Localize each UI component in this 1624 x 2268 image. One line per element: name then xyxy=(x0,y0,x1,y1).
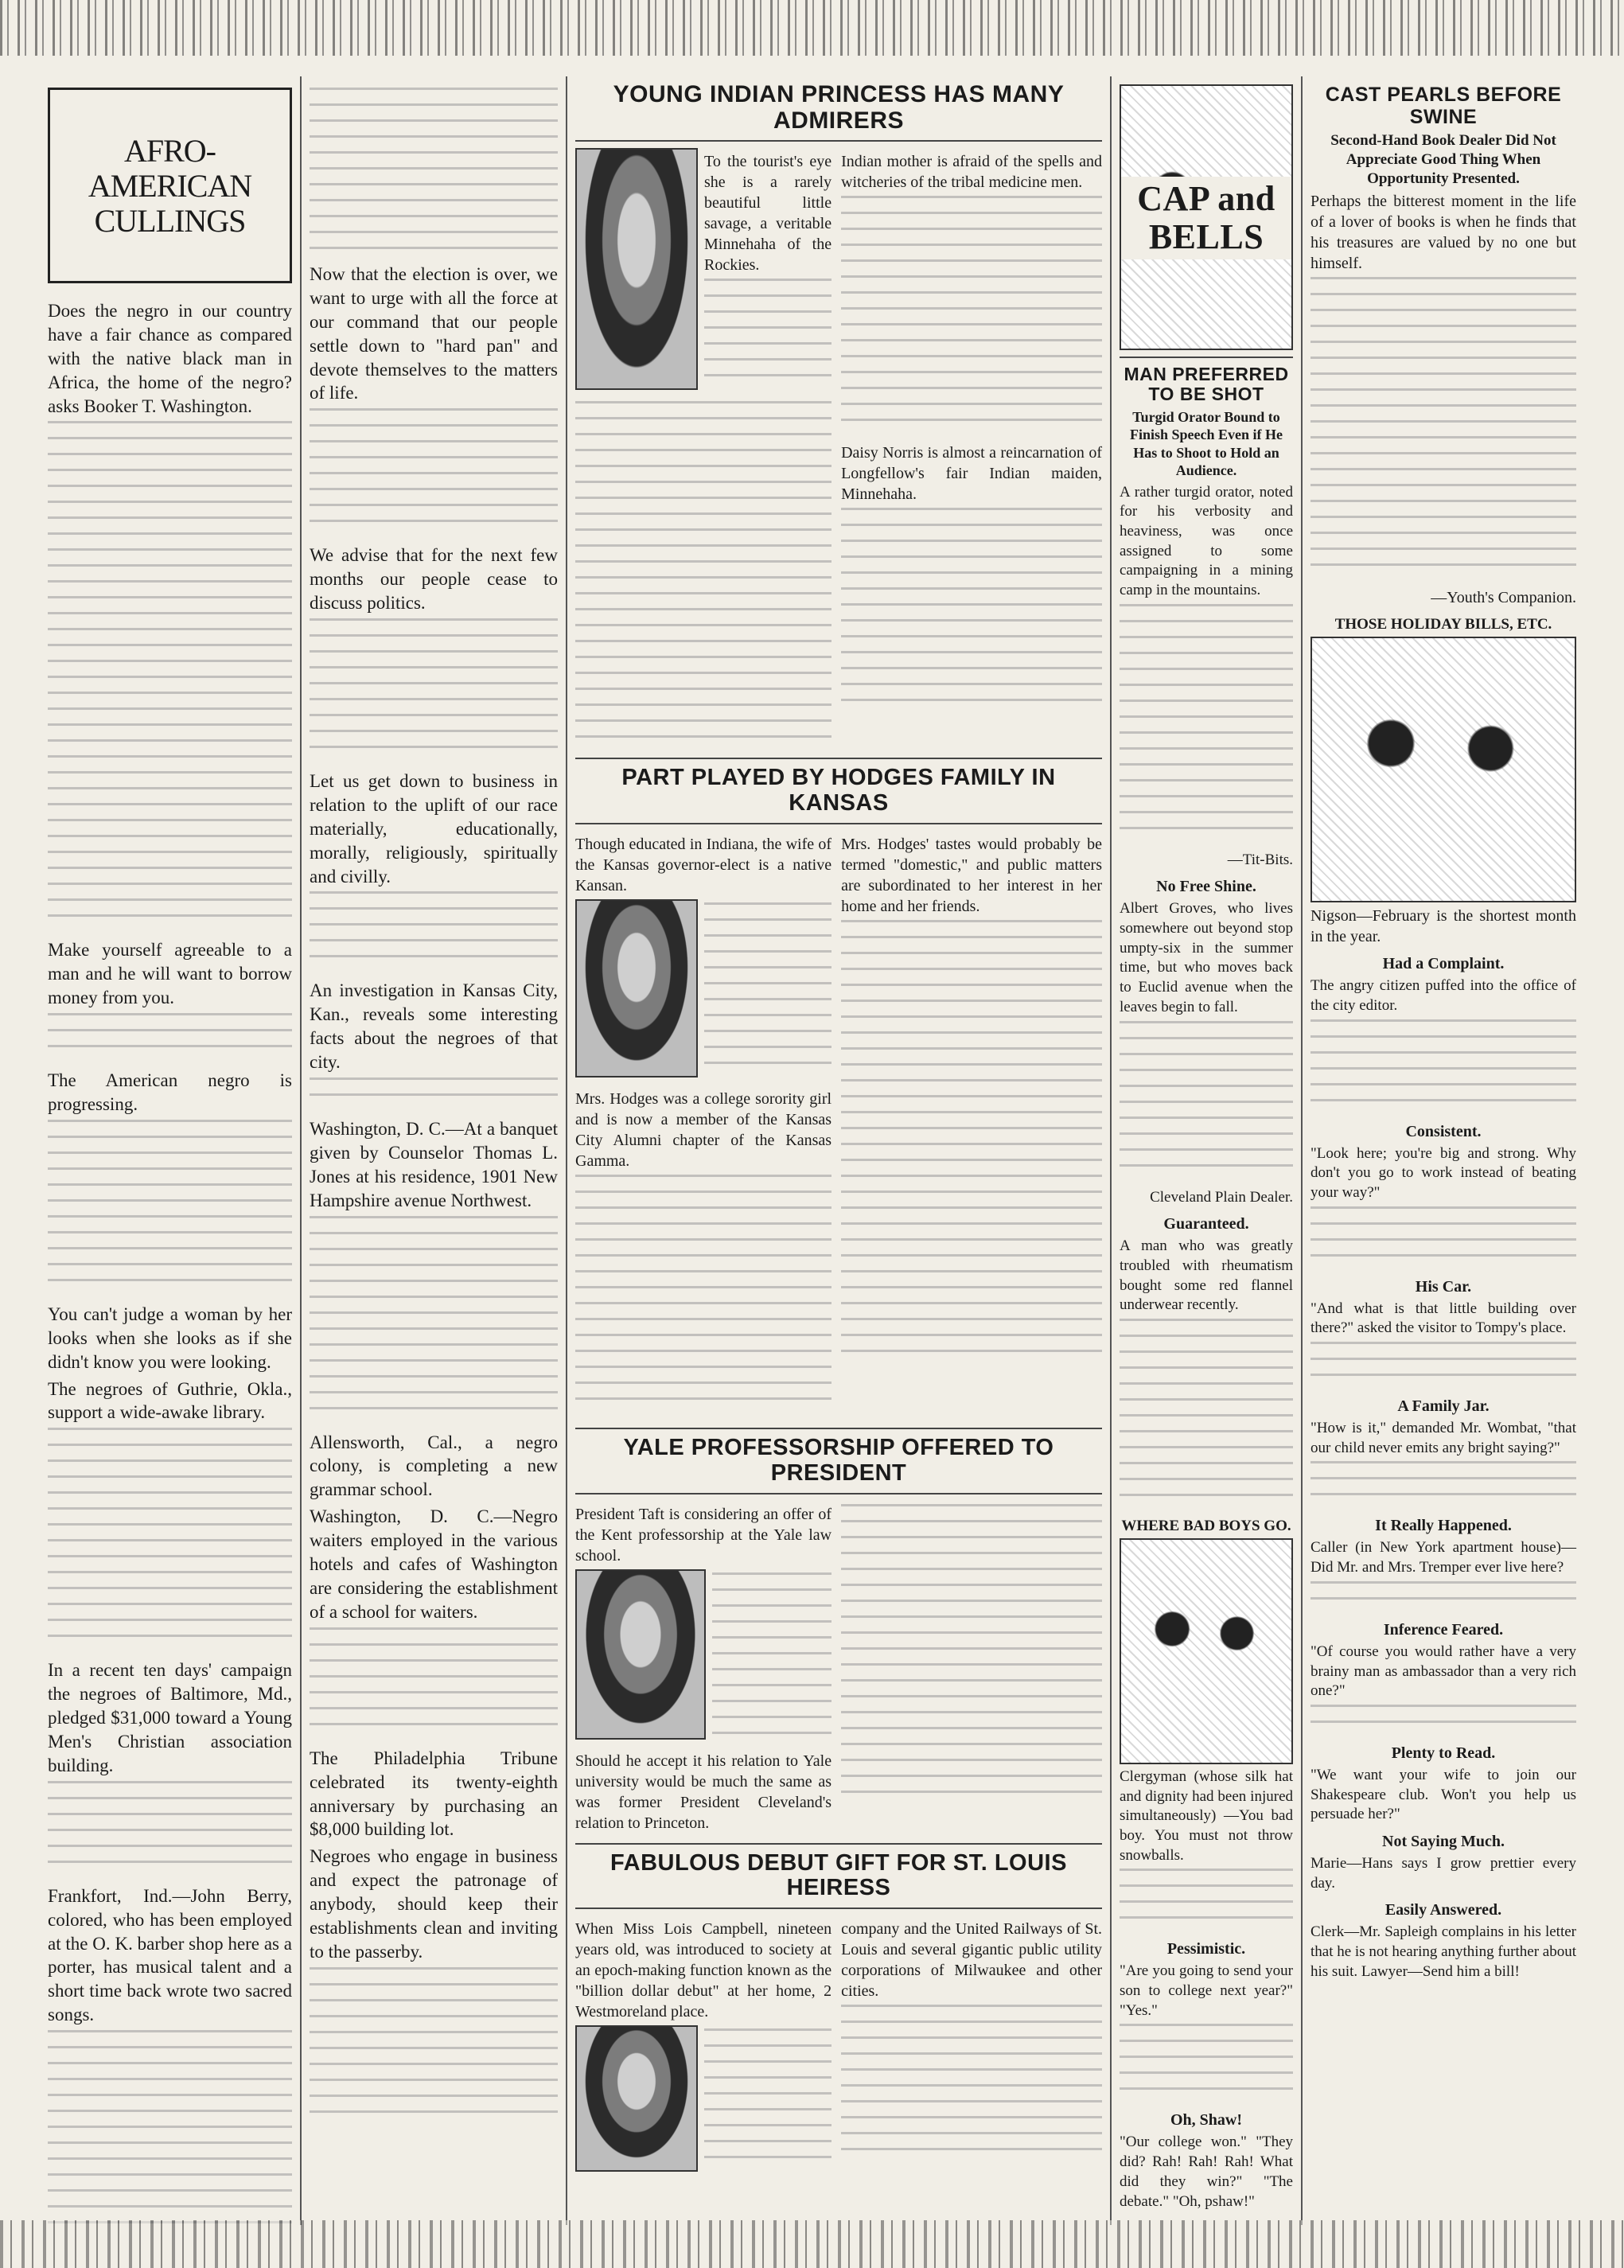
item-snippet: Marie—Hans says I grow prettier every day. xyxy=(1310,1854,1576,1892)
article-body xyxy=(1120,2024,1293,2103)
article-body xyxy=(310,1627,558,1739)
divider xyxy=(575,1843,1102,1845)
item-snippet: "We want your wife to join our Shakespeare club. Won't you help us persuade her?" xyxy=(1310,1766,1576,1823)
article-lead: President Taft is considering an offer of the Kent professorship at the Yale law school. xyxy=(575,1505,832,1565)
cartoon-caption: Nigson—February is the shortest month in the year. xyxy=(1310,907,1576,946)
article-body xyxy=(48,1013,292,1061)
article-body xyxy=(1120,1021,1293,1180)
item-snippet: "Are you going to send your son to college next year?" "Yes." xyxy=(1120,1962,1293,2019)
item-title: No Free Shine. xyxy=(1156,878,1256,896)
article-body xyxy=(704,2028,831,2172)
item-snippet: Caller (in New York apartment house)—Did Mr. and Mrs. Tremper ever live here? xyxy=(1310,1539,1576,1576)
article-lead: Indian mother is afraid of the spells and witcheries of the tribal medicine men. xyxy=(841,153,1102,191)
cartoon-title: WHERE BAD BOYS GO. xyxy=(1121,1517,1291,1534)
story-princess-right xyxy=(841,148,1102,751)
item-title: Had a Complaint. xyxy=(1382,955,1505,973)
article-body xyxy=(1120,1869,1293,1932)
princess-photo xyxy=(575,148,698,390)
article-lead: Allensworth, Cal., a negro colony, is completing a new grammar school. xyxy=(310,1432,558,1500)
cap-and-bells-title: CAP and BELLS xyxy=(1121,177,1291,260)
article-body xyxy=(1120,1319,1293,1510)
article-lead: When Miss Lois Campbell, nineteen years old, was introduced to society at an epoch-making function known as the "billion dollar debut" at her home, 2 Westmoreland place. xyxy=(575,1920,832,2021)
story-yale-right xyxy=(841,1501,1102,1837)
item-title: A Family Jar. xyxy=(1397,1397,1490,1416)
article-body xyxy=(841,196,1102,435)
item-snippet: "How is it," demanded Mr. Wombat, "that our child never emits any bright saying?" xyxy=(1310,1420,1576,1456)
article-lead: Does the negro in our country have a fair chance as compared with the native black man in Africa, the home of the negro? asks Booker T. Washington. xyxy=(48,301,292,416)
article-lead: Negroes who engage in business and expect the patronage of anybody, should keep their establishments clean and inviting to the passerby. xyxy=(310,1846,558,1962)
masthead-box xyxy=(48,88,292,283)
article-lead: Daisy Norris is almost a reincarnation of Longfellow's fair Indian maiden, Minnehaha. xyxy=(841,444,1102,503)
torn-bottom-edge xyxy=(0,2220,1624,2268)
column-5 xyxy=(1112,76,1301,2225)
article-body xyxy=(1310,1705,1576,1736)
article-body xyxy=(310,618,558,762)
item-title: Pessimistic. xyxy=(1166,1940,1246,1958)
holiday-bills-cartoon xyxy=(1310,637,1576,902)
masthead-title: AFRO-AMERICAN CULLINGS xyxy=(88,133,252,239)
item-snippet: "Look here; you're big and strong. Why don't you go to work instead of beating your way?" xyxy=(1310,1144,1576,1201)
campbell-photo xyxy=(575,2025,698,2172)
article-lead: Make yourself agreeable to a man and he will want to borrow money from you. xyxy=(48,940,292,1008)
story-yale xyxy=(575,1501,1102,1837)
debut-photo-row xyxy=(575,2025,831,2180)
article-body xyxy=(1310,1206,1576,1270)
headline-pearls: CAST PEARLS BEFORE SWINE xyxy=(1325,84,1562,128)
story-princess-left xyxy=(575,148,831,751)
article-lead: Let us get down to business in relation to the uplift of our race materially, educationally, morally, religiously, spiritually and civilly. xyxy=(310,771,558,887)
article-lead: We advise that for the next few months our people cease to discuss politics. xyxy=(310,545,558,614)
item-snippet: Albert Groves, who lives somewhere out beyond stop umpty-six in the summer time, but who moves back to Euclid avenue when the leaves begin to fall. xyxy=(1120,900,1293,1015)
article-body xyxy=(1310,1581,1576,1613)
article-body xyxy=(841,508,1102,707)
cartoon-caption: Clergyman (whose silk hat and dignity had been injured simultaneously) —You bad boy. You must not throw snowballs. xyxy=(1120,1767,1293,1864)
article-lead: In a recent ten days' campaign the negroes of Baltimore, Md., pledged $31,000 toward a Young Men's Christian association building. xyxy=(48,1660,292,1775)
item-snippet: The angry citizen puffed into the office of the city editor. xyxy=(1310,977,1576,1014)
article-lead: Mrs. Hodges was a college sorority girl and is now a member of the Kansas City Alumni chapter of the Kansas Gamma. xyxy=(575,1089,832,1170)
article-lead: Frankfort, Ind.—John Berry, colored, who has been employed at the O. K. barber shop here as a porter, has musical talent and a short time back wrote two sacred songs. xyxy=(48,1885,292,2025)
cap-and-bells-header xyxy=(1120,84,1293,350)
article-body xyxy=(841,1504,1102,1806)
hodges-photo xyxy=(575,899,698,1077)
article-lead: Now that the election is over, we want to urge with all the force at our command that our people settle down to "hard pan" and devote themselves to the matters of life. xyxy=(310,264,558,403)
article-lead: Washington, D. C.—At a banquet given by Counselor Thomas L. Jones at his residence, 1901 New Hampshire avenue Northwest. xyxy=(310,1119,558,1210)
bad-boys-cartoon xyxy=(1120,1538,1293,1764)
item-snippet: Clerk—Mr. Sapleigh complains in his letter that he is not hearing anything further about his suit. Lawyer—Send him a bill! xyxy=(1310,1923,1576,1980)
column-6 xyxy=(1303,76,1584,2225)
article-body xyxy=(48,1428,292,1650)
article-body xyxy=(310,408,558,536)
deck-shot: Turgid Orator Bound to Finish Speech Even if He Has to Shoot to Hold an Audience. xyxy=(1129,408,1283,479)
headline-debut: FABULOUS DEBUT GIFT FOR ST. LOUIS HEIRESS xyxy=(610,1849,1067,1901)
divider xyxy=(575,823,1102,824)
story-hodges-left xyxy=(575,831,831,1421)
article-body xyxy=(1310,1019,1576,1115)
headline-yale: YALE PROFESSORSHIP OFFERED TO PRESIDENT xyxy=(623,1434,1054,1486)
item-snippet: A man who was greatly troubled with rheumatism bought some red flannel underwear recently. xyxy=(1120,1237,1293,1314)
article-body xyxy=(841,2005,1102,2164)
article-lead: Though educated in Indiana, the wife of the Kansas governor-elect is a native Kansan. xyxy=(575,835,832,894)
article-lead: An investigation in Kansas City, Kan., reveals some interesting facts about the negroes of that city. xyxy=(310,980,558,1073)
article-lead: Washington, D. C.—Negro waiters employed in the various hotels and cafes of Washington are considering the establishment of a school for waiters. xyxy=(310,1506,558,1622)
item-title: Plenty to Read. xyxy=(1391,1744,1496,1762)
headline-princess: YOUNG INDIAN PRINCESS HAS MANY ADMIRERS xyxy=(613,81,1065,134)
item-snippet: "Of course you would rather have a very brainy man as ambassador than a very rich one?" xyxy=(1310,1643,1576,1700)
article-lead: Perhaps the bitterest moment in the life of a lover of books is when he finds that his treasures are valued by no one but himself. xyxy=(1310,193,1576,273)
item-title: Inference Feared. xyxy=(1383,1620,1504,1639)
divider xyxy=(575,1908,1102,1909)
story-hodges xyxy=(575,831,1102,1421)
column-3-4 xyxy=(567,76,1110,2225)
article-lead: You can't judge a woman by her looks when she looks as if she didn't know you were looking. xyxy=(48,1304,292,1372)
princess-intro xyxy=(704,148,831,398)
article-lead: company and the United Railways of St. Louis and several gigantic public utility corporations of Milwaukee and other cities. xyxy=(841,1920,1102,2001)
item-title: Consistent. xyxy=(1405,1122,1482,1140)
article-body xyxy=(575,1175,831,1413)
story-debut-right xyxy=(841,1915,1102,2180)
article-lead: To the tourist's eye she is a rarely beautiful little savage, a veritable Minnehaha of the Rockies. xyxy=(704,153,832,274)
taft-photo xyxy=(575,1569,706,1740)
divider xyxy=(575,1493,1102,1494)
headline-hodges: PART PLAYED BY HODGES FAMILY IN KANSAS xyxy=(621,765,1056,816)
article-body xyxy=(310,891,558,971)
article-body xyxy=(310,88,558,255)
article-body xyxy=(48,1781,292,1876)
divider xyxy=(575,140,1102,142)
article-credit: —Youth's Companion. xyxy=(1431,589,1576,607)
yale-photo-row xyxy=(575,1569,831,1748)
item-snippet: "Our college won." "They did? Rah! Rah! Rah! What did they win?" "The debate." "Oh, pshaw!" xyxy=(1120,2134,1293,2210)
article-body xyxy=(575,401,831,743)
deck-pearls: Second-Hand Book Dealer Did Not Appreciate Good Thing When Opportunity Presented. xyxy=(1330,132,1556,187)
article-lead: The American negro is progressing. xyxy=(48,1070,292,1115)
princess-photo-row xyxy=(575,148,831,398)
article-body xyxy=(310,1077,558,1109)
article-lead: The Philadelphia Tribune celebrated its twenty-eighth anniversary by purchasing an $8,000 building lot. xyxy=(310,1748,558,1840)
article-body xyxy=(48,1120,292,1295)
item-snippet: "And what is that little building over there?" asked the visitor to Tompy's place. xyxy=(1310,1300,1576,1337)
item-title: His Car. xyxy=(1415,1277,1472,1296)
hodges-photo-row xyxy=(575,899,831,1085)
item-title: Guaranteed. xyxy=(1163,1215,1249,1233)
article-body xyxy=(1310,277,1576,579)
divider xyxy=(575,1428,1102,1429)
article-body xyxy=(1310,1461,1576,1509)
article-lead: The negroes of Guthrie, Okla., support a wide-awake library. xyxy=(48,1378,292,1423)
item-credit: Cleveland Plain Dealer. xyxy=(1150,1188,1293,1206)
article-body xyxy=(1120,604,1293,843)
article-lead: A rather turgid orator, noted for his verbosity and heaviness, was once assigned to some campaigning in a mining camp in the mountains. xyxy=(1120,483,1293,599)
story-debut xyxy=(575,1915,1102,2180)
article-body xyxy=(48,2030,292,2225)
article-body xyxy=(310,1967,558,2126)
article-body xyxy=(704,279,831,390)
article-lead: Mrs. Hodges' tastes would probably be termed "domestic," and public matters are subordinated to her interest in her home and her friends. xyxy=(841,835,1102,915)
item-title: Not Saying Much. xyxy=(1382,1832,1505,1850)
story-debut-left xyxy=(575,1915,831,2180)
cartoon-title: THOSE HOLIDAY BILLS, ETC. xyxy=(1334,616,1552,633)
column-1 xyxy=(40,76,300,2225)
story-yale-left xyxy=(575,1501,831,1837)
article-credit: —Tit-Bits. xyxy=(1227,851,1293,868)
article-body xyxy=(48,421,292,930)
torn-top-edge xyxy=(0,0,1624,56)
item-title: It Really Happened. xyxy=(1375,1517,1512,1535)
story-hodges-right xyxy=(841,831,1102,1421)
article-body xyxy=(841,920,1102,1366)
story-princess xyxy=(575,148,1102,751)
item-title: Oh, Shaw! xyxy=(1170,2111,1243,2130)
divider xyxy=(1120,357,1293,358)
item-title: Easily Answered. xyxy=(1384,1901,1502,1919)
article-lead: Should he accept it his relation to Yale university would be much the same as was former President Cleveland's relation to Princeton. xyxy=(575,1752,832,1832)
article-body xyxy=(704,902,831,1077)
article-body xyxy=(310,1216,558,1423)
article-body xyxy=(712,1572,831,1740)
divider xyxy=(575,758,1102,759)
article-body xyxy=(1310,1342,1576,1389)
column-2 xyxy=(302,76,566,2225)
headline-shot: MAN PREFERRED TO BE SHOT xyxy=(1124,364,1289,405)
